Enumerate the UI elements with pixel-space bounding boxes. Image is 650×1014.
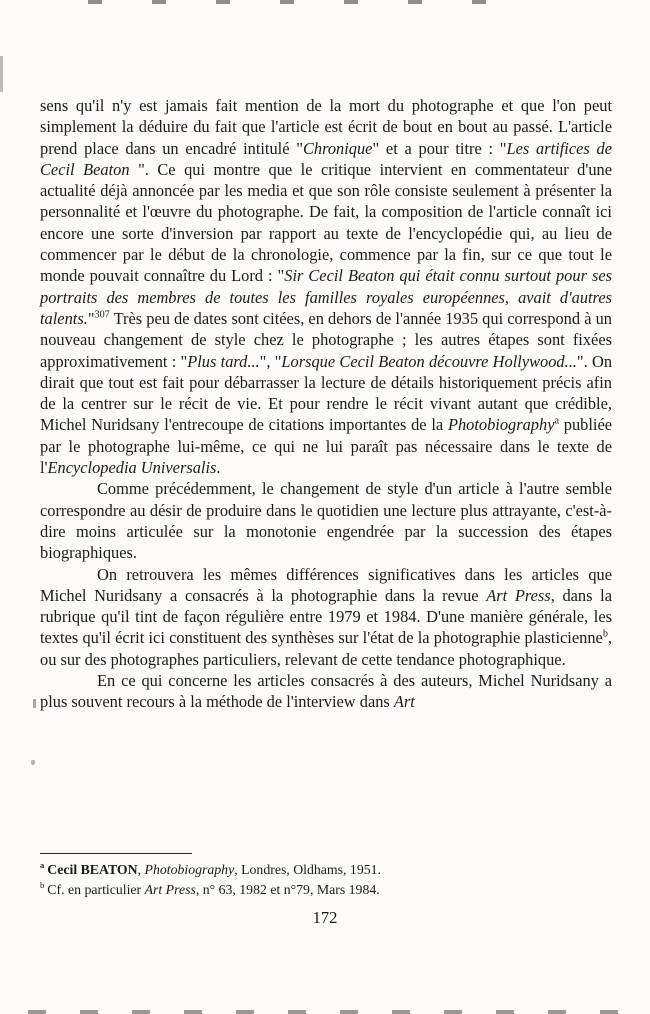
scan-artifact-bottom-edge [28,1010,622,1014]
text-run: On retrouvera les mêmes différences significatives dans les articles que Michel Nuridsany a consacrés à la photographie dans la revue [40,564,612,605]
text-run: , [137,862,145,877]
text-run: Cecil BEATON [47,862,138,877]
text-run: " et a pour titre : " [372,138,507,158]
text-run: Sir Cecil Beaton qui était connu surtout pour ses portraits des membres de toutes les familles royales européennes, avait d'autres talents. [40,266,612,328]
paragraph [40,95,612,478]
text-run: En ce qui concerne les articles consacrés à des auteurs, Michel Nuridsany a plus souvent recours à la méthode de l'interview dans [40,671,612,712]
text-run: , n° 63, 1982 et n°79, Mars 1984. [195,881,380,897]
footnote [40,880,612,900]
paragraph [40,478,612,563]
text-run: sens qu'il n'y est jamais fait mention de la mort du photographe et que l'on peut simplement la déduire du fait que l'article est écrit de bout en bout au passé. L'article prend place dans un encadré intitulé " [40,96,612,158]
paragraph [40,670,612,713]
text-run: Photobiography [447,415,555,435]
footnote-marker: a [40,860,45,871]
text-run: , ou sur des photographes particuliers, relevant de cette tendance photographique. [40,628,612,669]
text-run: Cf. en particulier [47,881,145,897]
text-run: Art Press [486,585,551,605]
footnote-separator [40,853,192,854]
footnote-marker: b [40,879,45,890]
text-run: , dans la rubrique qu'il tint de façon régulière entre 1979 et 1984. D'une manière générale, les textes qu'il écrit ici constituent des synthèses sur l'état de la photographie plasticienne [40,585,612,648]
footnote [40,860,612,880]
text-run: Art [393,692,415,712]
text-run: Plus tard... [187,351,260,371]
scan-artifact-left-edge [0,56,3,92]
footnotes-block [40,860,612,899]
footnote-reference: a [554,415,559,427]
footnote-reference: b [602,628,608,640]
text-run: ". On dirait que tout est fait pour débarrasser la lecture de détails historiquement précis afin de la centrer sur le récit de vie. Et pour rendre le récit vivant autant que crédible, Michel Nuridsany l'entrecoupe de citations importantes de la [40,351,613,435]
scan-artifact-margin-dot [31,760,35,765]
text-run: ", " [259,351,282,371]
text-run: Encyclopedia Universalis [47,458,217,478]
text-run: Les artifices de Cecil Beaton [40,138,612,179]
footnote-reference: 307 [94,309,110,321]
text-run: Très peu de dates sont citées, en dehors de l'année 1935 qui correspond à un nouveau changement de style chez le photographe ; les autres étapes sont fixées approximativement : " [40,308,612,371]
scan-artifact-margin-mark [33,699,36,708]
page-body-text [40,95,612,713]
text-run: ". Ce qui montre que le critique intervient en commentateur d'une actualité déjà annoncée par les media et que son rôle consiste seulement à présenter la personnalité et l'œuvre du photographe. De fait, la composition de l'article connaît ici encore une sorte d'inversion par rapport au texte de l'encyclopédie qui, au lieu de commencer par le début de la chronologie, commence par la fin, sur ce que tout le monde pouvait connaître du Lord : " [40,159,612,286]
text-run: Comme précédemment, le changement de style d'un article à l'autre semble correspondre au désir de produire dans le quotidien une lecture plus attrayante, c'est-à-dire moins articulée sur la monotonie engendrée par la succession des étapes biographiques. [40,479,612,563]
text-run: " [87,308,95,328]
text-run: Art Press [144,881,196,897]
scan-artifact-top-edge [88,0,518,4]
text-run: Chronique [302,138,373,158]
text-run: Photobiography [144,862,235,877]
page-number: 172 [312,908,338,927]
text-run: Lorsque Cecil Beaton découvre Hollywood... [281,351,577,371]
paragraph [40,564,612,670]
text-run: publiée par le photographe lui-même, ce qui ne lui paraît pas nécessaire dans le texte de l' [40,415,612,478]
text-run: . [216,458,221,478]
text-run: , Londres, Oldhams, 1951. [234,862,381,877]
